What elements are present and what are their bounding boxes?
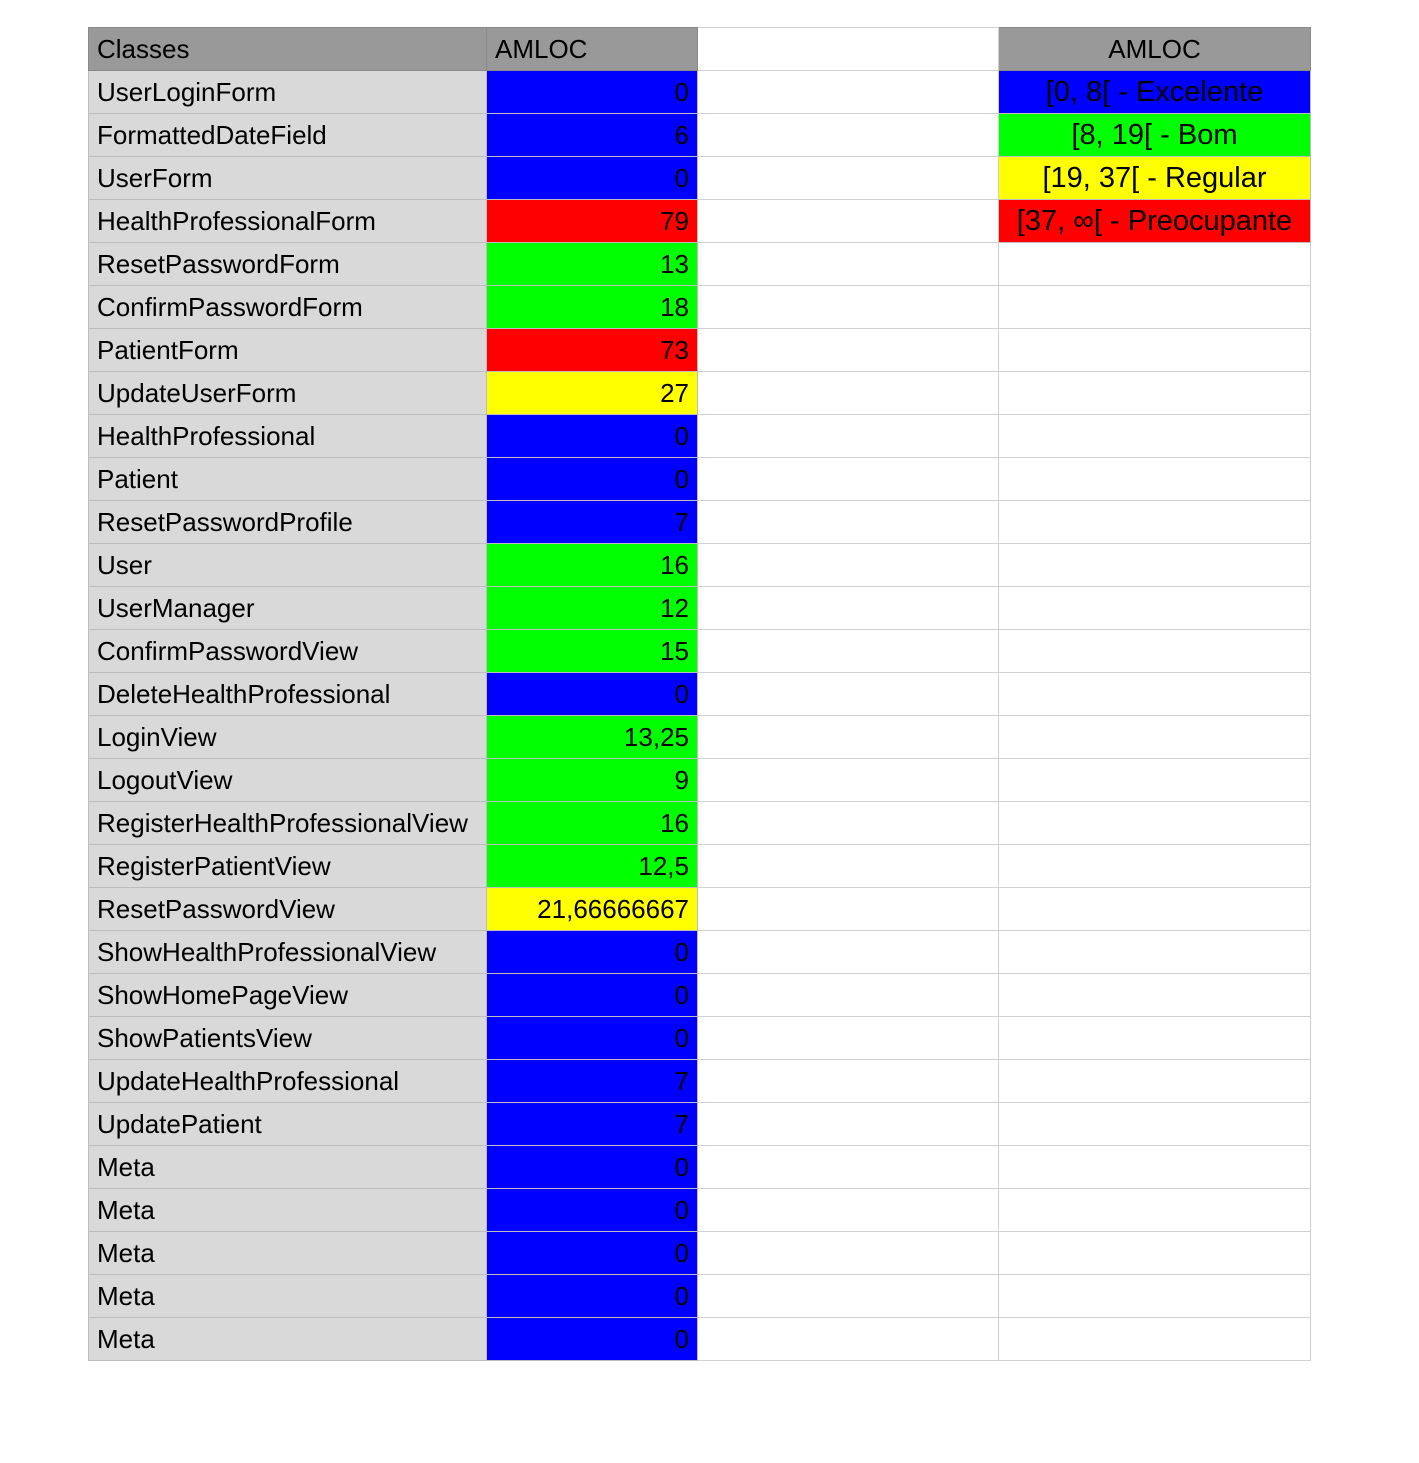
amloc-value-cell: 13,25	[487, 716, 698, 759]
empty-cell	[999, 759, 1311, 802]
amloc-value-cell: 27	[487, 372, 698, 415]
amloc-value-cell: 0	[487, 415, 698, 458]
class-name-cell: ResetPasswordView	[89, 888, 487, 931]
table-row	[89, 372, 1311, 415]
spacer-cell	[698, 157, 999, 200]
amloc-value-cell: 0	[487, 458, 698, 501]
amloc-value-cell: 0	[487, 1146, 698, 1189]
class-name-cell: Meta	[89, 1275, 487, 1318]
class-name-cell: ShowPatientsView	[89, 1017, 487, 1060]
amloc-value-cell: 0	[487, 1189, 698, 1232]
class-name-cell: ResetPasswordForm	[89, 243, 487, 286]
class-name-cell: HealthProfessional	[89, 415, 487, 458]
amloc-value-cell: 6	[487, 114, 698, 157]
class-name-cell: HealthProfessionalForm	[89, 200, 487, 243]
amloc-value-cell: 79	[487, 200, 698, 243]
table-row	[89, 888, 1311, 931]
spacer-cell	[698, 71, 999, 114]
amloc-value-cell: 73	[487, 329, 698, 372]
class-name-cell: Meta	[89, 1146, 487, 1189]
spacer-cell	[698, 1232, 999, 1275]
empty-cell	[999, 1017, 1311, 1060]
table-row	[89, 501, 1311, 544]
amloc-value-cell: 9	[487, 759, 698, 802]
class-name-cell: UserLoginForm	[89, 71, 487, 114]
table-row	[89, 673, 1311, 716]
spacer-cell	[698, 974, 999, 1017]
class-name-cell: UpdateHealthProfessional	[89, 1060, 487, 1103]
empty-cell	[999, 415, 1311, 458]
table-row	[89, 157, 1311, 200]
class-name-cell: ShowHomePageView	[89, 974, 487, 1017]
amloc-value-cell: 15	[487, 630, 698, 673]
spacer-cell	[698, 1275, 999, 1318]
spacer-cell	[698, 415, 999, 458]
legend-item: [0, 8[ - Excelente	[999, 71, 1311, 114]
spacer-cell	[698, 759, 999, 802]
class-name-cell: Meta	[89, 1232, 487, 1275]
spacer-cell	[698, 458, 999, 501]
amloc-value-cell: 16	[487, 802, 698, 845]
amloc-value-cell: 7	[487, 1103, 698, 1146]
table-row	[89, 1318, 1311, 1361]
class-name-cell: RegisterHealthProfessionalView	[89, 802, 487, 845]
legend-item: [19, 37[ - Regular	[999, 157, 1311, 200]
class-name-cell: UserManager	[89, 587, 487, 630]
class-name-cell: Meta	[89, 1189, 487, 1232]
empty-cell	[999, 243, 1311, 286]
amloc-value-cell: 16	[487, 544, 698, 587]
amloc-value-cell: 21,66666667	[487, 888, 698, 931]
class-name-cell: UpdatePatient	[89, 1103, 487, 1146]
amloc-value-cell: 18	[487, 286, 698, 329]
class-name-cell: User	[89, 544, 487, 587]
class-name-cell: UserForm	[89, 157, 487, 200]
header-row	[89, 28, 1311, 71]
empty-cell	[999, 1275, 1311, 1318]
empty-cell	[999, 329, 1311, 372]
amloc-value-cell: 0	[487, 71, 698, 114]
empty-cell	[999, 501, 1311, 544]
table-row	[89, 630, 1311, 673]
spacer-cell	[698, 673, 999, 716]
table-row	[89, 759, 1311, 802]
empty-cell	[999, 458, 1311, 501]
class-name-cell: PatientForm	[89, 329, 487, 372]
table-row	[89, 1017, 1311, 1060]
spacer-cell	[698, 243, 999, 286]
spacer-cell	[698, 372, 999, 415]
amloc-header: AMLOC	[487, 28, 698, 71]
spacer-cell	[698, 888, 999, 931]
spacer-cell	[698, 845, 999, 888]
spacer-cell	[698, 802, 999, 845]
table-row	[89, 716, 1311, 759]
amloc-value-cell: 0	[487, 931, 698, 974]
class-name-cell: ConfirmPasswordView	[89, 630, 487, 673]
class-name-cell: ResetPasswordProfile	[89, 501, 487, 544]
empty-cell	[999, 1060, 1311, 1103]
empty-cell	[999, 1103, 1311, 1146]
empty-cell	[999, 1232, 1311, 1275]
spacer-cell	[698, 1318, 999, 1361]
table-row	[89, 71, 1311, 114]
class-name-cell: UpdateUserForm	[89, 372, 487, 415]
table-body	[89, 28, 1311, 1361]
spacer-cell	[698, 544, 999, 587]
spacer-cell	[698, 931, 999, 974]
empty-cell	[999, 1189, 1311, 1232]
class-name-cell: ConfirmPasswordForm	[89, 286, 487, 329]
legend-item: [8, 19[ - Bom	[999, 114, 1311, 157]
class-name-cell: FormattedDateField	[89, 114, 487, 157]
class-name-cell: Patient	[89, 458, 487, 501]
empty-cell	[999, 1146, 1311, 1189]
empty-cell	[999, 974, 1311, 1017]
empty-cell	[999, 286, 1311, 329]
spacer-cell	[698, 1146, 999, 1189]
spacer-cell	[698, 1189, 999, 1232]
legend-title: AMLOC	[999, 28, 1311, 71]
spacer-cell	[698, 716, 999, 759]
table-row	[89, 1060, 1311, 1103]
table-row	[89, 974, 1311, 1017]
classes-header: Classes	[89, 28, 487, 71]
table-row	[89, 329, 1311, 372]
class-name-cell: Meta	[89, 1318, 487, 1361]
amloc-value-cell: 0	[487, 1318, 698, 1361]
spacer-cell	[698, 329, 999, 372]
amloc-table	[88, 27, 1311, 1361]
spacer-cell	[698, 200, 999, 243]
legend-item: [37, ∞[ - Preocupante	[999, 200, 1311, 243]
empty-cell	[999, 845, 1311, 888]
table-row	[89, 1275, 1311, 1318]
empty-cell	[999, 587, 1311, 630]
spacer-cell	[698, 286, 999, 329]
spacer-cell	[698, 1017, 999, 1060]
table-row	[89, 1103, 1311, 1146]
spacer-cell	[698, 501, 999, 544]
table-row	[89, 544, 1311, 587]
amloc-value-cell: 0	[487, 673, 698, 716]
amloc-value-cell: 7	[487, 501, 698, 544]
empty-cell	[999, 802, 1311, 845]
class-name-cell: RegisterPatientView	[89, 845, 487, 888]
spacer-cell	[698, 114, 999, 157]
amloc-value-cell: 0	[487, 157, 698, 200]
empty-cell	[999, 673, 1311, 716]
table-row	[89, 587, 1311, 630]
amloc-value-cell: 12	[487, 587, 698, 630]
amloc-value-cell: 0	[487, 1275, 698, 1318]
empty-cell	[999, 630, 1311, 673]
table-row	[89, 286, 1311, 329]
table-row	[89, 415, 1311, 458]
table-row	[89, 802, 1311, 845]
amloc-value-cell: 0	[487, 1017, 698, 1060]
amloc-value-cell: 12,5	[487, 845, 698, 888]
amloc-value-cell: 7	[487, 1060, 698, 1103]
empty-cell	[999, 931, 1311, 974]
empty-cell	[999, 1318, 1311, 1361]
table-row	[89, 458, 1311, 501]
table-row	[89, 845, 1311, 888]
empty-cell	[999, 716, 1311, 759]
class-name-cell: DeleteHealthProfessional	[89, 673, 487, 716]
class-name-cell: LoginView	[89, 716, 487, 759]
spacer-cell	[698, 630, 999, 673]
empty-cell	[999, 888, 1311, 931]
amloc-value-cell: 0	[487, 974, 698, 1017]
table-row	[89, 200, 1311, 243]
amloc-value-cell: 13	[487, 243, 698, 286]
class-name-cell: LogoutView	[89, 759, 487, 802]
table-row	[89, 931, 1311, 974]
table-row	[89, 243, 1311, 286]
table-row	[89, 114, 1311, 157]
empty-cell	[999, 372, 1311, 415]
class-name-cell: ShowHealthProfessionalView	[89, 931, 487, 974]
amloc-value-cell: 0	[487, 1232, 698, 1275]
spacer-cell	[698, 587, 999, 630]
empty-cell	[999, 544, 1311, 587]
spacer-cell	[698, 28, 999, 71]
table-row	[89, 1189, 1311, 1232]
table-row	[89, 1232, 1311, 1275]
spacer-cell	[698, 1103, 999, 1146]
table-row	[89, 1146, 1311, 1189]
spacer-cell	[698, 1060, 999, 1103]
